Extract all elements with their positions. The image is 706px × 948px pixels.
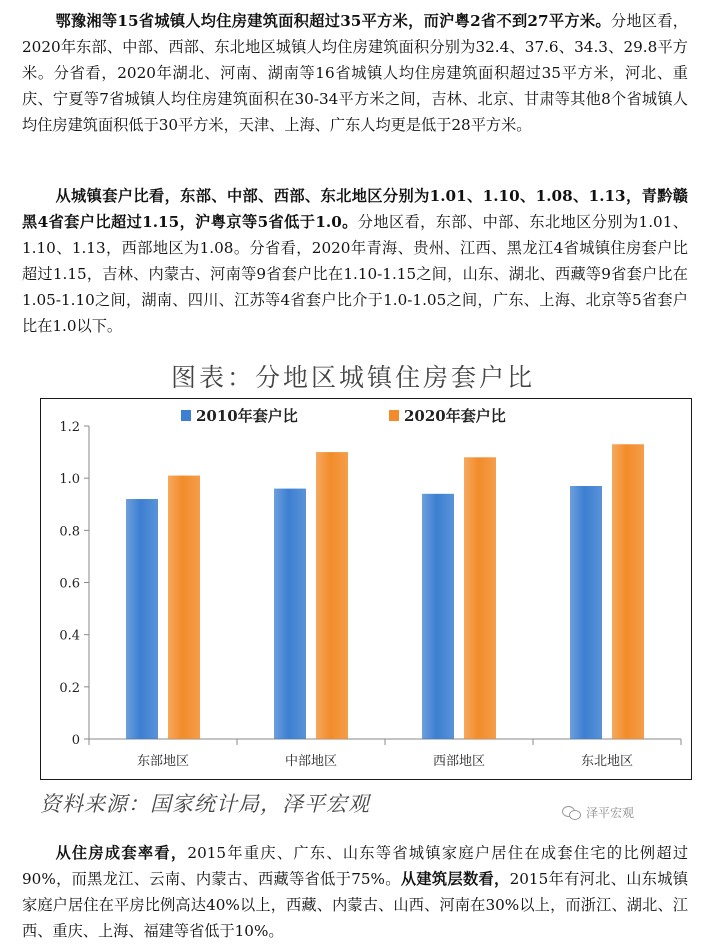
bar-2020-1 <box>316 452 348 739</box>
watermark <box>562 804 634 821</box>
y-tick-label: 0.4 <box>59 628 80 644</box>
bar-2010-1 <box>274 489 306 739</box>
paragraph-lead-bold: 鄂豫湘等15省城镇人均住房建筑面积超过35平方米，而沪粤2省不到27平方米。 <box>55 12 611 30</box>
y-tick-label: 0.6 <box>59 576 80 592</box>
paragraph-body: 2015年重庆、广东、山东等省城镇家庭户居住在成套住宅的比例超过90%，而黑龙江、云南、内蒙古、西藏等省低于75%。 <box>22 844 688 888</box>
x-tick-label: 中部地区 <box>284 754 338 769</box>
source-note: 资料来源：国家统计局，泽平宏观 <box>40 792 370 816</box>
bar-2020-0 <box>168 476 200 739</box>
bar-2020-2 <box>464 457 496 739</box>
y-tick-label: 0.8 <box>59 524 80 540</box>
bar-2010-2 <box>422 494 454 739</box>
paragraph-body: 2015年有河北、山东城镇家庭户居住在平房比例高达40%以上，西藏、内蒙古、山西、河南在30%以上，而浙江、湖北、江西、重庆、上海、福建等省低于10%。 <box>22 870 689 940</box>
paragraph-body: 分地区看，东部、中部、东北地区分别为1.01、1.10、1.13，西部地区为1.08。分省看，2020年青海、贵州、江西、黑龙江4省城镇住房套户比超过1.15，吉林、内蒙古、河南等9省套户比在1.10-1.15之间，山东、湖北、西藏等9省套户比在1.05-1.10之间，湖南、四川、江苏等4省套户比介于1.0-1.05之间，广东、上海、北京等5省套户比在1.0以下。 <box>22 213 688 335</box>
paragraph-housing-area <box>22 8 688 138</box>
x-tick-label: 西部地区 <box>432 754 486 769</box>
paragraph-lead-bold: 从住房成套率看， <box>55 844 188 862</box>
chart-title: 图表：分地区城镇住房套户比 <box>170 363 535 392</box>
wechat-icon <box>562 806 582 820</box>
paragraph-body: 分地区看，2020年东部、中部、西部、东北地区城镇人均住房建筑面积分别为32.4、37.6、34.3、29.8平方米。分省看，2020年湖北、河南、湖南等16省城镇人均住房建筑面积超过35平方米，河北、重庆、宁夏等7省城镇人均住房建筑面积在30-34平方米之间，吉林、北京、甘肃等其他8个省城镇人均住房建筑面积低于30平方米，天津、上海、广东人均更是低于28平方米。 <box>22 12 688 134</box>
bar-2020-3 <box>612 444 644 739</box>
y-tick-label: 0 <box>71 733 80 748</box>
paragraph-housing-quality <box>22 840 688 944</box>
paragraph-lead-bold: 从城镇套户比看，东部、中部、西部、东北地区分别为1.01、1.10、1.08、1.13，青黔赣黑4省套户比超过1.15，沪粤京等5省低于1.0。 <box>22 187 688 231</box>
bar-2010-3 <box>570 486 602 739</box>
paragraph-lead-bold: 从建筑层数看， <box>400 870 510 888</box>
legend-label: 2020年套户比 <box>404 407 506 425</box>
y-tick-label: 0.2 <box>59 680 80 696</box>
legend-swatch <box>389 410 399 421</box>
legend-swatch <box>181 410 191 421</box>
y-tick-label: 1.0 <box>59 472 80 488</box>
x-tick-label: 东部地区 <box>136 754 190 769</box>
bar-2010-0 <box>126 499 158 739</box>
bar-chart <box>41 399 691 779</box>
y-tick-label: 1.2 <box>59 420 80 435</box>
chart-frame <box>40 398 692 780</box>
watermark-text: 泽平宏观 <box>586 806 635 820</box>
x-tick-label: 东北地区 <box>580 754 634 769</box>
paragraph-housing-ratio <box>22 183 688 339</box>
legend-label: 2010年套户比 <box>196 407 298 425</box>
